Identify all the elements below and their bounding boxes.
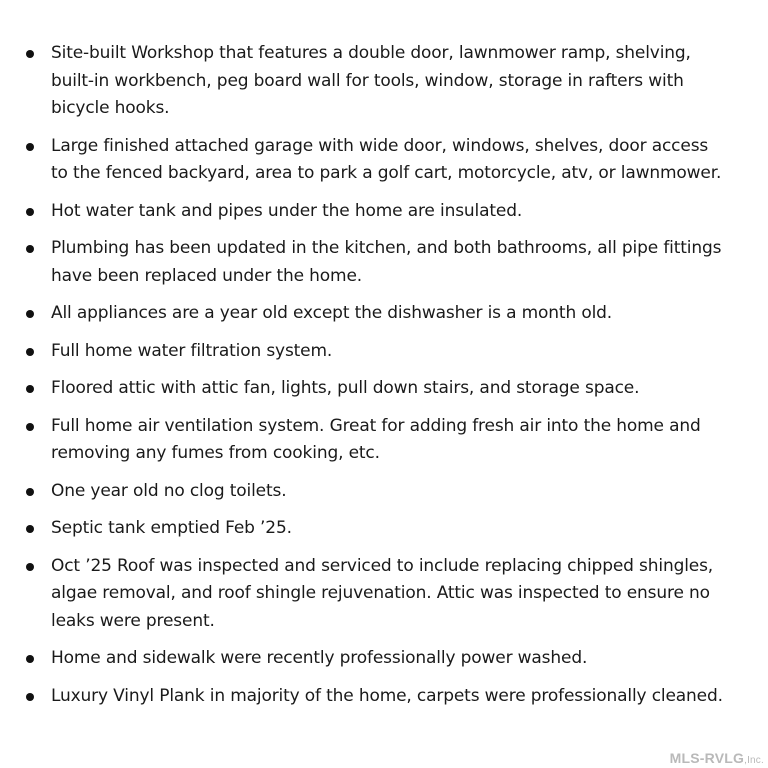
feature-item bbox=[26, 375, 726, 403]
bullet-icon bbox=[26, 310, 34, 318]
feature-item bbox=[26, 338, 726, 366]
bullet-icon bbox=[26, 348, 34, 356]
feature-item bbox=[26, 645, 726, 673]
bullet-icon bbox=[26, 50, 34, 58]
bullet-icon bbox=[26, 245, 34, 253]
bullet-icon bbox=[26, 655, 34, 663]
feature-item bbox=[26, 133, 726, 188]
feature-item bbox=[26, 198, 726, 226]
feature-item bbox=[26, 515, 726, 543]
feature-text: Large finished attached garage with wide door, windows, shelves, door access to the fenced backyard, area to park a golf cart, motorcycle, atv, or lawnmower. bbox=[51, 135, 722, 183]
bullet-icon bbox=[26, 385, 34, 393]
watermark-main: MLS-RVLG bbox=[669, 750, 745, 766]
feature-item bbox=[26, 235, 726, 290]
feature-text: Full home air ventilation system. Great for adding fresh air into the home and removing any fumes from cooking, etc. bbox=[51, 415, 701, 463]
feature-text: Oct ’25 Roof was inspected and serviced to include replacing chipped shingles, algae removal, and roof shingle rejuvenation. Attic was inspected to ensure no leaks were present. bbox=[51, 555, 714, 631]
bullet-icon bbox=[26, 488, 34, 496]
feature-list bbox=[26, 40, 726, 720]
bullet-icon bbox=[26, 208, 34, 216]
feature-text: Plumbing has been updated in the kitchen, and both bathrooms, all pipe fittings have been replaced under the home. bbox=[51, 238, 722, 286]
feature-text: Site-built Workshop that features a double door, lawnmower ramp, shelving, built-in workbench, peg board wall for tools, window, storage in rafters with bicycle hooks. bbox=[51, 43, 691, 118]
bullet-icon bbox=[26, 563, 34, 571]
feature-item bbox=[26, 683, 726, 711]
feature-text: Hot water tank and pipes under the home are insulated. bbox=[51, 200, 523, 221]
feature-item bbox=[26, 478, 726, 506]
bullet-icon bbox=[26, 143, 34, 151]
bullet-icon bbox=[26, 525, 34, 533]
feature-text: Home and sidewalk were recently professionally power washed. bbox=[51, 648, 588, 668]
feature-text: Luxury Vinyl Plank in majority of the home, carpets were professionally cleaned. bbox=[51, 685, 723, 706]
feature-text: Septic tank emptied Feb ’25. bbox=[51, 518, 292, 538]
feature-text: All appliances are a year old except the dishwasher is a month old. bbox=[51, 303, 613, 323]
feature-item bbox=[26, 300, 726, 328]
bullet-icon bbox=[26, 693, 34, 701]
watermark bbox=[670, 750, 764, 766]
feature-item bbox=[26, 413, 726, 468]
feature-item bbox=[26, 553, 726, 636]
feature-item bbox=[26, 40, 726, 123]
feature-text: Full home water filtration system. bbox=[51, 340, 333, 361]
feature-text: Floored attic with attic fan, lights, pull down stairs, and storage space. bbox=[51, 378, 640, 398]
feature-text: One year old no clog toilets. bbox=[51, 480, 287, 501]
bullet-icon bbox=[26, 423, 34, 431]
watermark-suffix: ,Inc. bbox=[744, 755, 764, 766]
